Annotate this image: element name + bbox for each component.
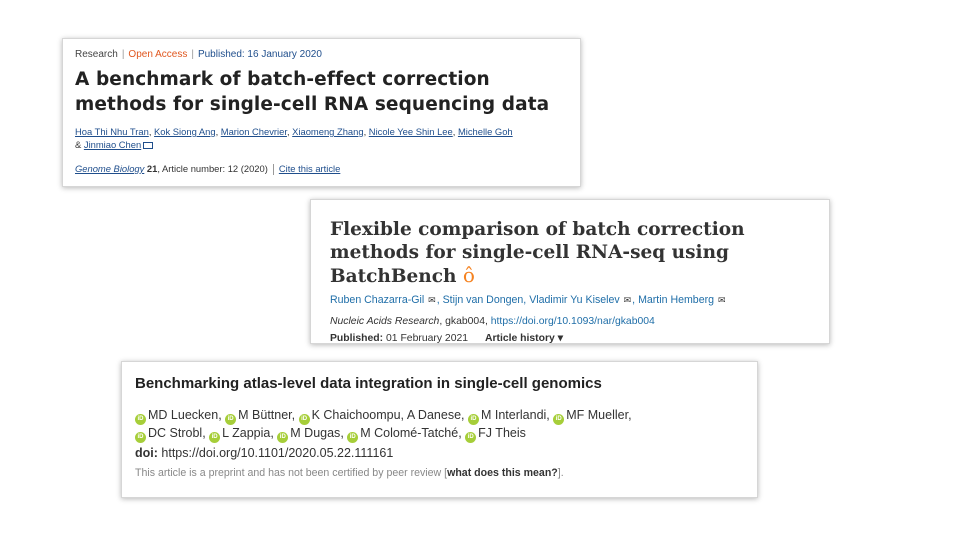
author-name[interactable]: K Chaichoompu — [311, 408, 401, 422]
author-name[interactable]: A Danese — [406, 408, 462, 422]
journal-link[interactable]: Genome Biology — [75, 163, 145, 174]
orcid-icon[interactable]: iD — [465, 432, 476, 443]
author-link[interactable]: Kok Siong Ang — [154, 126, 216, 137]
author-list: Ruben Chazarra-Gil ✉, Stijn van Dongen, Vladimir Yu Kiselev ✉, Martin Hemberg ✉ — [330, 294, 726, 306]
author-link[interactable]: Hoa Thi Nhu Tran — [75, 126, 149, 137]
author-link[interactable]: Vladimir Yu Kiselev — [529, 294, 620, 306]
genome-biology-article-card — [62, 38, 581, 187]
cite-link[interactable]: Cite this article — [278, 163, 341, 174]
author-list: Hoa Thi Nhu Tran, Kok Siong Ang, Marion Chevrier, Xiaomeng Zhang, Nicole Yee Shin Lee, Michelle Goh & Jinmiao Chen — [75, 126, 513, 150]
author-link[interactable]: Xiaomeng Zhang — [292, 126, 364, 137]
article-title-text[interactable]: Flexible comparison of batch correction methods for single-cell RNA-seq using BatchBench — [330, 219, 745, 287]
preprint-note — [135, 467, 747, 479]
author-name[interactable]: M Büttner — [238, 408, 292, 422]
orcid-icon[interactable]: iD — [553, 414, 564, 425]
author-link[interactable]: Martin Hemberg — [638, 294, 715, 306]
preprint-note-text: This article is a preprint and has not been certified by peer review [ — [135, 467, 448, 479]
published-date: Published: 16 January 2020 — [197, 49, 322, 60]
author-link[interactable]: Nicole Yee Shin Lee — [368, 126, 453, 137]
author-name[interactable]: MD Luecken — [148, 408, 219, 422]
author-name[interactable]: L Zappia — [222, 426, 271, 440]
envelope-icon[interactable]: ✉ — [717, 295, 726, 305]
orcid-icon[interactable]: iD — [135, 414, 146, 425]
orcid-icon[interactable]: iD — [225, 414, 236, 425]
author-link[interactable]: Michelle Goh — [457, 126, 513, 137]
open-access-label[interactable]: Open Access — [128, 49, 188, 60]
preprint-note-end: ]. — [557, 467, 564, 479]
article-meta: Research | Open Access | Published: 16 January 2020 — [75, 49, 322, 60]
open-access-lock-icon: ô — [462, 263, 475, 287]
article-title: Benchmarking atlas-level data integration in single-cell genomics — [135, 375, 602, 392]
doi-link[interactable]: https://doi.org/10.1093/nar/gkab004 — [490, 316, 655, 327]
citation-line — [75, 163, 570, 175]
what-does-this-mean-link[interactable]: what does this mean? — [447, 467, 558, 479]
published-label: Published: — [330, 333, 384, 344]
author-link[interactable]: Marion Chevrier — [220, 126, 287, 137]
journal-name: Nucleic Acids Research — [330, 316, 440, 327]
article-category: Research — [75, 49, 118, 60]
volume: 21 — [146, 163, 158, 174]
author-link[interactable]: Ruben Chazarra-Gil — [330, 294, 425, 306]
article-title[interactable]: A benchmark of batch-effect correction methods for single-cell RNA sequencing data — [75, 69, 550, 115]
envelope-icon[interactable]: ✉ — [428, 295, 436, 305]
published-line — [330, 332, 819, 344]
doi-label: doi: — [135, 446, 158, 460]
author-name[interactable]: M Dugas — [290, 426, 341, 440]
envelope-icon[interactable]: ✉ — [623, 295, 632, 305]
published-date: 01 February 2021 — [386, 333, 469, 344]
ampersand: & — [75, 139, 82, 150]
journal-line — [330, 316, 819, 327]
orcid-icon[interactable]: iD — [299, 414, 310, 425]
biorxiv-article-card — [121, 361, 758, 498]
author-name[interactable]: FJ Theis — [478, 426, 526, 440]
author-link[interactable]: Jinmiao Chen — [83, 139, 142, 150]
orcid-icon[interactable]: iD — [347, 432, 358, 443]
author-list: iD MD Luecken, iD M Büttner, iD K Chaichoompu, A Danese, iD M Interlandi, iD MF Mueller, iD DC Strobl, iD L Zappia, iD M Dugas, iD M Colomé-Tatché, iD FJ Theis — [135, 407, 747, 443]
doi-line — [135, 446, 747, 460]
divider — [273, 164, 274, 175]
article-history-dropdown[interactable]: Article history ▾ — [484, 333, 563, 344]
author-link[interactable]: Stijn van Dongen — [442, 294, 524, 306]
author-name[interactable]: M Colomé-Tatché — [360, 426, 459, 440]
author-name[interactable]: MF Mueller — [566, 408, 629, 422]
orcid-icon[interactable]: iD — [468, 414, 479, 425]
nar-article-card — [310, 199, 830, 344]
orcid-icon[interactable]: iD — [209, 432, 220, 443]
orcid-icon[interactable]: iD — [277, 432, 288, 443]
email-icon[interactable] — [143, 142, 153, 149]
doi-link[interactable]: https://doi.org/10.1101/2020.05.22.111161 — [161, 446, 394, 460]
orcid-icon[interactable]: iD — [135, 432, 146, 443]
article-number: , Article number: 12 (2020) — [157, 163, 268, 174]
article-title — [330, 218, 819, 288]
author-name[interactable]: DC Strobl — [148, 426, 203, 440]
article-id: , gkab004, — [439, 316, 491, 327]
author-name[interactable]: M Interlandi — [480, 408, 547, 422]
